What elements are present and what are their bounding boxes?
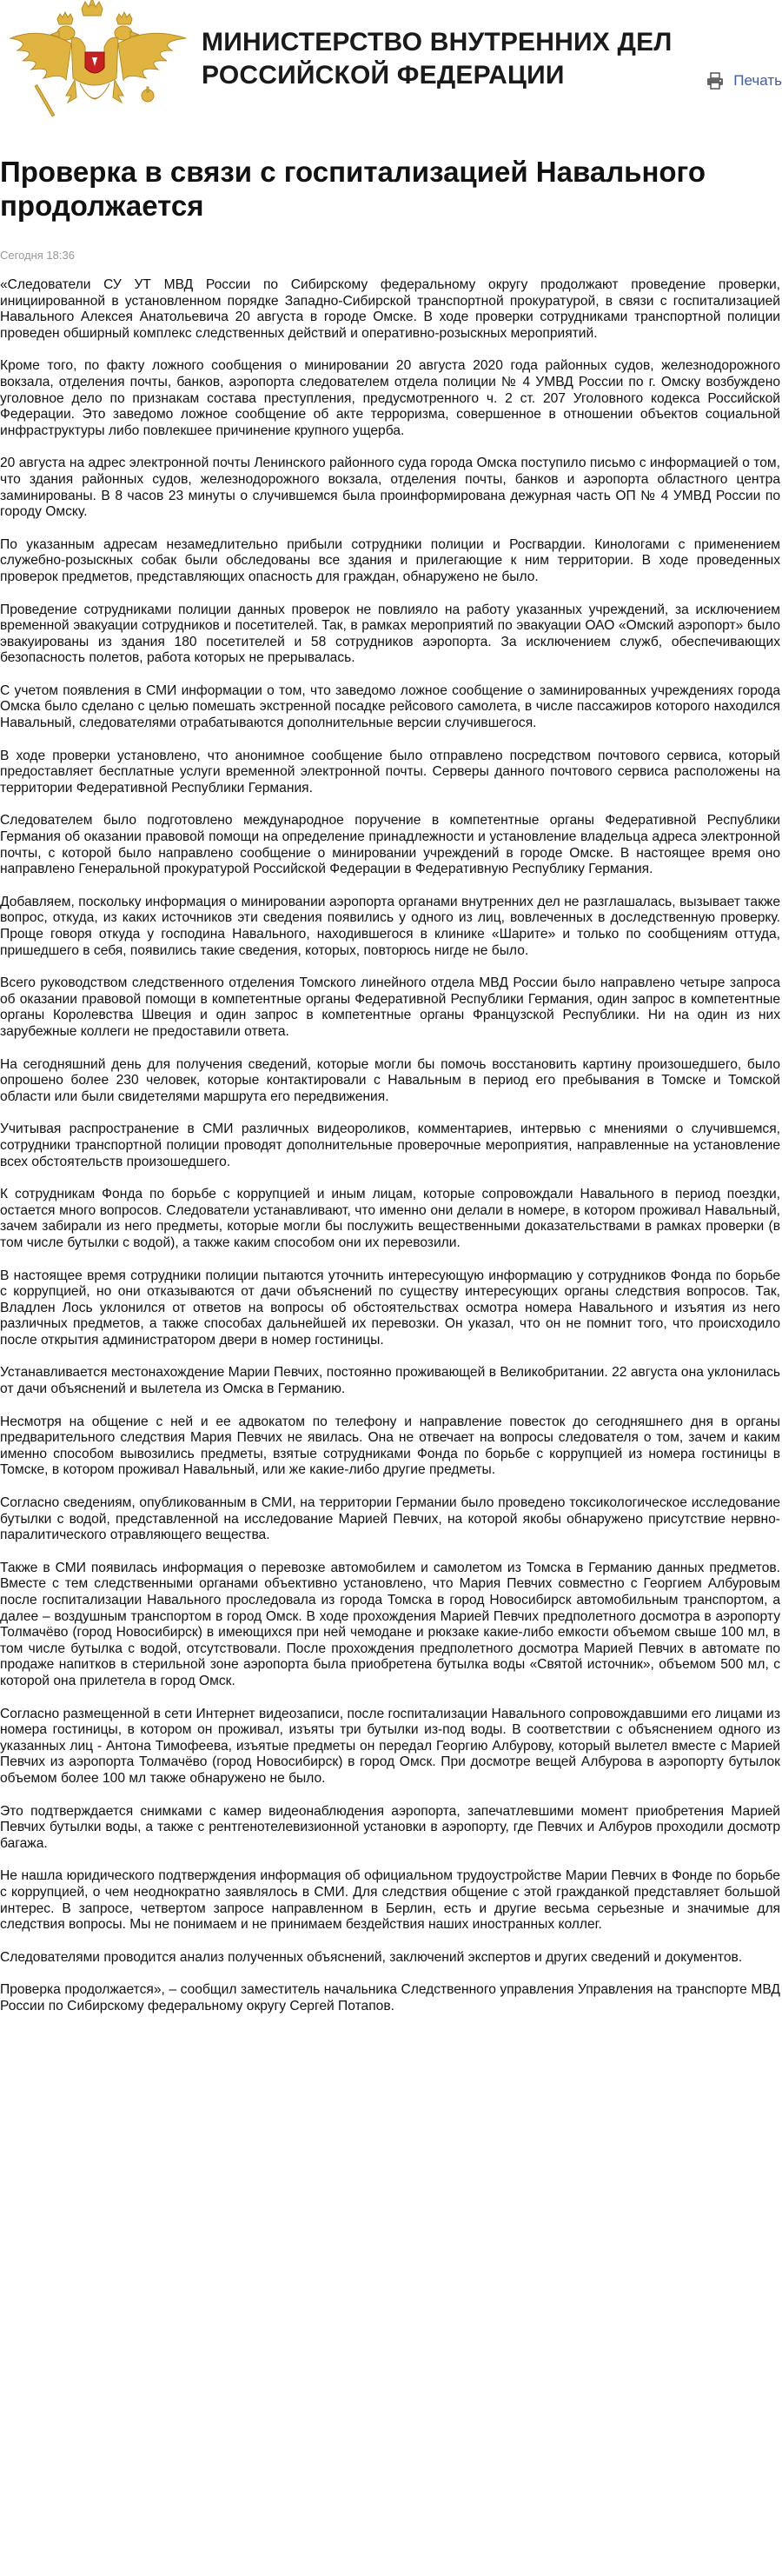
- article-paragraph: Проведение сотрудниками полиции данных проверок не повлияло на работу указанных учреждений, за исключением временной эвакуации сотрудников и посетителей. Так, в рамках мероприятий по эвакуации ОАО «Омский аэропорт» было эвакуированы из здания 180 посетителей и 58 сотрудников аэропорта. За исключением служб, обеспечивающих безопасность полетов, работа которых не прерывалась.: [0, 602, 780, 666]
- print-button[interactable]: [706, 71, 782, 90]
- article-paragraph: Учитывая распространение в СМИ различных видеороликов, комментариев, интервью с мнениями о случившемся, сотрудники транспортной полиции проводят дополнительные проверочные мероприятия, направленные на установление всех обстоятельств произошедшего.: [0, 1122, 780, 1169]
- ministry-title-line1: МИНИСТЕРСТВО ВНУТРЕННИХ ДЕЛ: [202, 28, 673, 57]
- printer-icon: [706, 71, 725, 90]
- article-headline: Проверка в связи с госпитализацией Навального продолжается: [0, 156, 706, 222]
- article-body: [0, 277, 780, 2014]
- article-paragraph: Это подтверждается снимками с камер видеонаблюдения аэропорта, запечатлевшими момент приобретения Марией Певчих бутылки воды, а также с рентгенотелевизионной установки в аэропорту, где Певчих и Албуров проходили досмотр багажа.: [0, 1803, 780, 1851]
- article-date: Сегодня 18:36: [0, 249, 75, 262]
- article-paragraph: В настоящее время сотрудники полиции пытаются уточнить интересующую информацию у сотрудников Фонда по борьбе с коррупцией, но они отказываются от дачи объяснений по существу интересующих органы следствия вопросов. Так, Владлен Лось уклонился от ответов на вопросы об обстоятельствах осмотра номера Навального и изъятия из него различных предметов, а также способах дальнейшей их перевозки. Он указал, что он не помнит того, что происходило после открытия администратором двери в номер гостиницы.: [0, 1268, 780, 1348]
- article-paragraph: 20 августа на адрес электронной почты Ленинского районного суда города Омска поступило письмо с информацией о том, что здания районных судов, железнодорожного вокзала, отделения почты, банков и аэропорта областного центра заминированы. В 8 часов 23 минуты о случившемся была проинформирована дежурная часть ОП № 4 УМВД России по городу Омску.: [0, 456, 780, 520]
- article-paragraph: В ходе проверки установлено, что анонимное сообщение было отправлено посредством почтового сервиса, который предоставляет бесплатные услуги временной электронной почты. Серверы данного почтового сервиса расположены на территории Федеративной Республики Германия.: [0, 748, 780, 795]
- article-container: [0, 155, 782, 2014]
- coat-of-arms-icon: [5, 0, 191, 120]
- article-paragraph: Согласно размещенной в сети Интернет видеозаписи, после госпитализации Навального сопровождавшими его лицами из номера гостиницы, в котором он проживал, изъяты три бутылки из-под воды. В соответствии с объяснением одного из указанных лиц - Антона Тимофеева, изъятые предметы он передал Георгию Албурову, который вылетел вместе с Марией Певчих из аэропорта Толмачёво (город Новосибирск) в город Омск. При досмотре вещей Албурова в аэропорту бутылок объемом более 100 мл также обнаружено не было.: [0, 1706, 780, 1786]
- article-paragraph: Также в СМИ появилась информация о перевозке автомобилем и самолетом из Томска в Германию данных предметов. Вместе с тем следственными органами объективно установлено, что Мария Певчих совместно с Георгием Албуровым после госпитализации Навального проследовала из города Томска в город Новосибирск автомобильным транспортом, а далее – воздушным транспортом в город Омск. В ходе прохождения Марией Певчих предполетного досмотра в аэропорту Толмачёво (город Новосибирск) в имеющихся при ней чемодане и рюкзаке какие-либо емкости объемом свыше 100 мл, в том числе бутылка с водой, отсутствовали. После прохождения предполетного досмотра Марией Певчих в автомате по продаже напитков в стерильной зоне аэропорта была приобретена бутылка воды «Святой источник», объемом 500 мл, с которой она прилетела в город Омск.: [0, 1560, 780, 1688]
- article-paragraph: Следователями проводится анализ полученных объяснений, заключений экспертов и других сведений и документов.: [0, 1949, 743, 1965]
- article-paragraph: Добавляем, поскольку информация о минировании аэропорта органами внутренних дел не разглашалась, вызывает также вопрос, откуда, из каких источников эти сведения появились у одного из лиц, вовлеченных в доследственную проверку. Проще говоря откуда у господина Навального, находившегося в клинике «Шарите» и только по сообщениям оттуда, пришедшего в себя, появились такие сведения, которых, повторюсь нигде не было.: [0, 894, 780, 958]
- article-paragraph: На сегодняшний день для получения сведений, которые могли бы помочь восстановить картину произошедшего, было опрошено более 230 человек, которые контактировали с Навальным в период его пребывания в Томске и Томской области или были свидетелями маршрута его передвижения.: [0, 1056, 780, 1104]
- article-paragraph: По указанным адресам незамедлительно прибыли сотрудники полиции и Росгвардии. Кинологами с применением служебно-розыскных собак были обследованы все здания и прилегающие к ним территории. В ходе проведенных проверок предметов, представляющих опасность для граждан, обнаружено не было.: [0, 536, 780, 584]
- article-paragraph: Всего руководством следственного отделения Томского линейного отдела МВД России было направлено четыре запроса об оказании правовой помощи в компетентные органы Федеративной Республики Германия, один запрос в компетентные органы Королевства Швеция и один запрос в компетентные органы Французской Республики. Ни на один из них зарубежные коллеги не предоставили ответа.: [0, 975, 780, 1039]
- article-paragraph: Кроме того, по факту ложного сообщения о минировании 20 августа 2020 года районных судов, железнодорожного вокзала, отделения почты, банков, аэропорта следователем отдела полиции № 4 УМВД России по г. Омску возбуждено уголовное дело по признакам состава преступления, предусмотренного ч. 2 ст. 207 Уголовного кодекса Российской Федерации. Это заведомо ложное сообщение об акте терроризма, совершенное в отношении объектов социальной инфраструктуры либо повлекшее причинение крупного ущерба.: [0, 358, 780, 438]
- article-paragraph: Проверка продолжается», – сообщил заместитель начальника Следственного управления Управления на транспорте МВД России по Сибирскому федеральному округу Сергей Потапов.: [0, 1982, 780, 2014]
- article-paragraph: Следователем было подготовлено международное поручение в компетентные органы Федеративной Республики Германия об оказании правовой помощи на определение принадлежности и установление владельца адреса электронной почты, с которой было направлено сообщение о минировании учреждений в городе Омске. В настоящее время оно направлено Генеральной прокуратурой Российской Федерации в Федеративную Республику Германия.: [0, 813, 780, 877]
- ministry-title-line2: РОССИЙСКОЙ ФЕДЕРАЦИИ: [202, 61, 565, 90]
- article-paragraph: Устанавливается местонахождение Марии Певчих, постоянно проживающей в Великобритании. 22 августа она уклонилась от дачи объяснений и вылетела из Омска в Германию.: [0, 1365, 780, 1397]
- article-paragraph: Не нашла юридического подтверждения информация об официальном трудоустройстве Марии Певчих в Фонде по борьбе с коррупцией, о чем неоднократно заявлялось в СМИ. Для следствия общение с этой гражданкой представляет большой интерес. В запросе, четвертом запросе направленном в Берлин, есть и другие весьма серьезные и значимые для следствия вопросы. Мы не понимаем и не принимаем бездействия наших иностранных коллег.: [0, 1868, 780, 1933]
- article-paragraph: Несмотря на общение с ней и ее адвокатом по телефону и направление повесток до сегодняшнего дня в органы предварительного следствия Мария Певчих не явилась. Она не отвечает на вопросы следователя о том, зачем и каким именно способом вывозились предметы, взятые сотрудниками Фонда по борьбе с коррупцией из номера гостиницы в Томске, в котором проживал Навальный, или же какие-либо другие предметы.: [0, 1414, 780, 1478]
- site-header: [0, 0, 782, 130]
- ministry-title: [202, 26, 673, 92]
- article-paragraph: «Следователи СУ УТ МВД России по Сибирскому федеральному округу продолжают проведение проверки, инициированной в установленном порядке Западно-Сибирской транспортной прокуратурой, в связи с госпитализацией Навального Алексея Анатольевича 20 августа в городе Омске. В ходе проверки сотрудниками транспортной полиции проведен обширный комплекс следственных действий и оперативно-розыскных мероприятий.: [0, 277, 780, 341]
- article-paragraph: С учетом появления в СМИ информации о том, что заведомо ложное сообщение о заминированных учреждениях города Омска было сделано с целью помешать экстренной посадке рейсового самолета, в числе пассажиров которого находился Навальный, следователями отрабатываются дополнительные версии случившегося.: [0, 682, 780, 731]
- print-label: Печать: [733, 72, 782, 89]
- article-paragraph: Согласно сведениям, опубликованным в СМИ, на территории Германии было проведено токсикологическое исследование бутылки с водой, представленной на исследование Марией Певчих, на которой якобы обнаружено присутствие нервно-паралитического отравляющего вещества.: [0, 1495, 780, 1543]
- article-paragraph: К сотрудникам Фонда по борьбе с коррупцией и иным лицам, которые сопровождали Навального в период поездки, остается много вопросов. Следователи устанавливают, что именно они делали в номере, в котором проживал Навальный, зачем забирали из него предметы, которые могли бы послужить вещественными доказательствами в рамках проверки (в том числе бутылки с водой), а также каким способом они их перевозили.: [0, 1187, 780, 1250]
